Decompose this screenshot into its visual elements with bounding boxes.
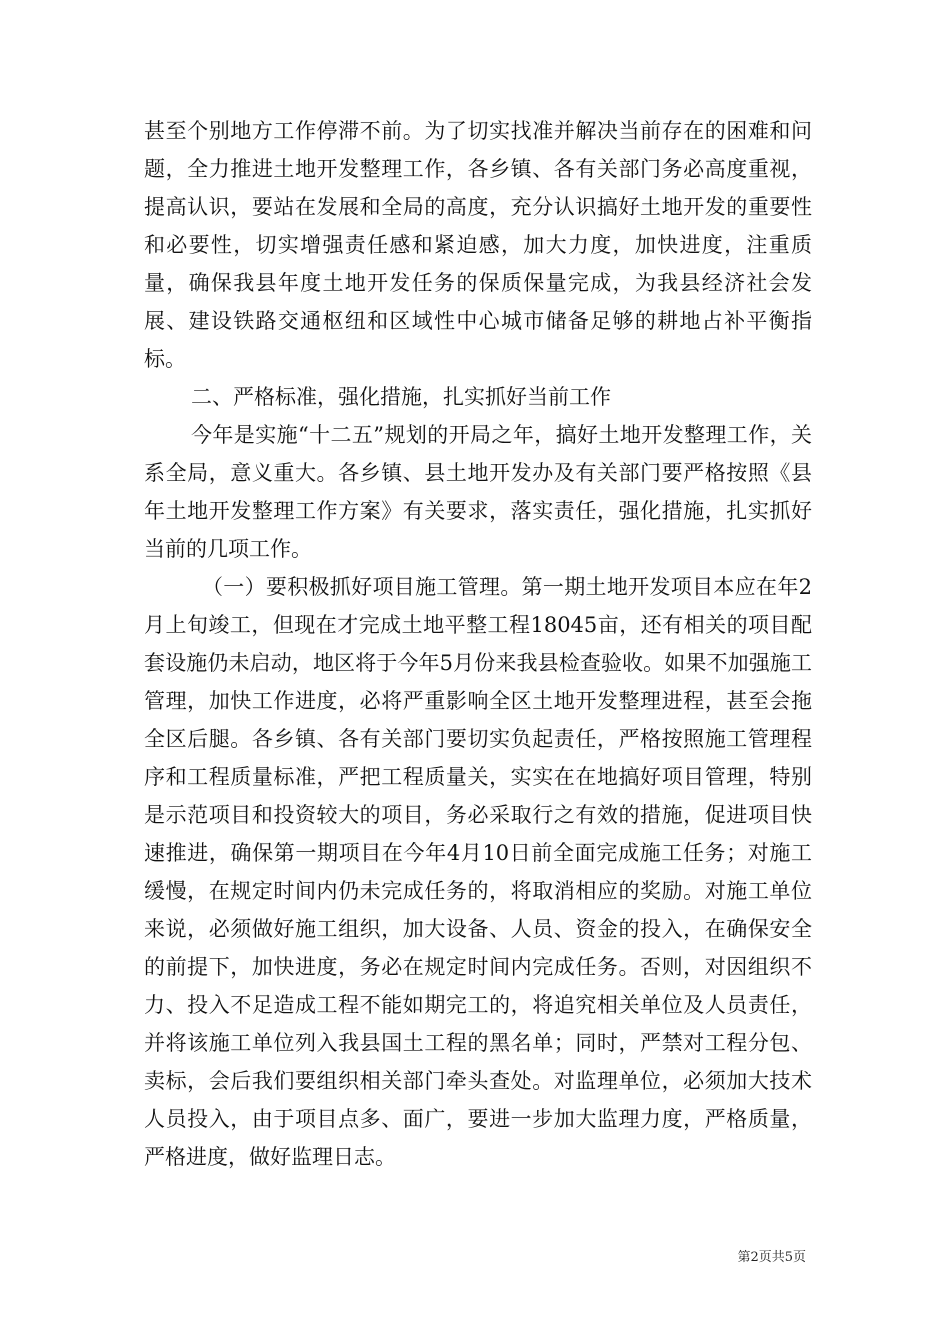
section-heading: 二、严格标准，强化措施，扎实抓好当前工作	[191, 385, 611, 409]
document-body	[144, 112, 812, 1176]
body-paragraph-item-1: （一）要积极抓好项目施工管理。第一期土地开发项目本应在年2月上旬竣工，但现在才完成土地平整工程18045亩，还有相关的项目配套设施仍未启动，地区将于今年5月份来我县检查验收。如果不加强施工管理，加快工作进度，必将严重影响全区土地开发整理进程，甚至会拖全区后腿。各乡镇、各有关部门要切实负起责任，严格按照施工管理程序和工程质量标准，严把工程质量关，实实在在地搞好项目管理，特别是示范项目和投资较大的项目，务必采取行之有效的措施，促进项目快速推进，确保第一期项目在今年4月10日前全面完成施工任务；对施工缓慢，在规定时间内仍未完成任务的，将取消相应的奖励。对施工单位来说，必须做好施工组织，加大设备、人员、资金的投入，在确保安全的前提下，加快进度，务必在规定时间内完成任务。否则，对因组织不力、投入不足造成工程不能如期完工的，将追究相关单位及人员责任，并将该施工单位列入我县国土工程的黑名单；同时，严禁对工程分包、卖标，会后我们要组织相关部门牵头查处。对监理单位，必须加大技术人员投入，由于项目点多、面广，要进一步加大监理力度，严格质量，严格进度，做好监理日志。	[144, 575, 812, 1169]
page-number-footer: 第2页共5页	[737, 1250, 806, 1265]
body-paragraph: 今年是实施“十二五”规划的开局之年，搞好土地开发整理工作，关系全局，意义重大。各乡镇、县土地开发办及有关部门要严格按照《县年土地开发整理工作方案》有关要求，落实责任，强化措施，扎实抓好当前的几项工作。	[144, 423, 812, 561]
body-paragraph-continued: 甚至个别地方工作停滞不前。为了切实找准并解决当前存在的困难和问题，全力推进土地开发整理工作，各乡镇、各有关部门务必高度重视，提高认识，要站在发展和全局的高度，充分认识搞好土地开发的重要性和必要性，切实增强责任感和紧迫感，加大力度，加快进度，注重质量，确保我县年度土地开发任务的保质保量完成，为我县经济社会发展、建设铁路交通枢纽和区域性中心城市储备足够的耕地占补平衡指标。	[144, 119, 812, 371]
